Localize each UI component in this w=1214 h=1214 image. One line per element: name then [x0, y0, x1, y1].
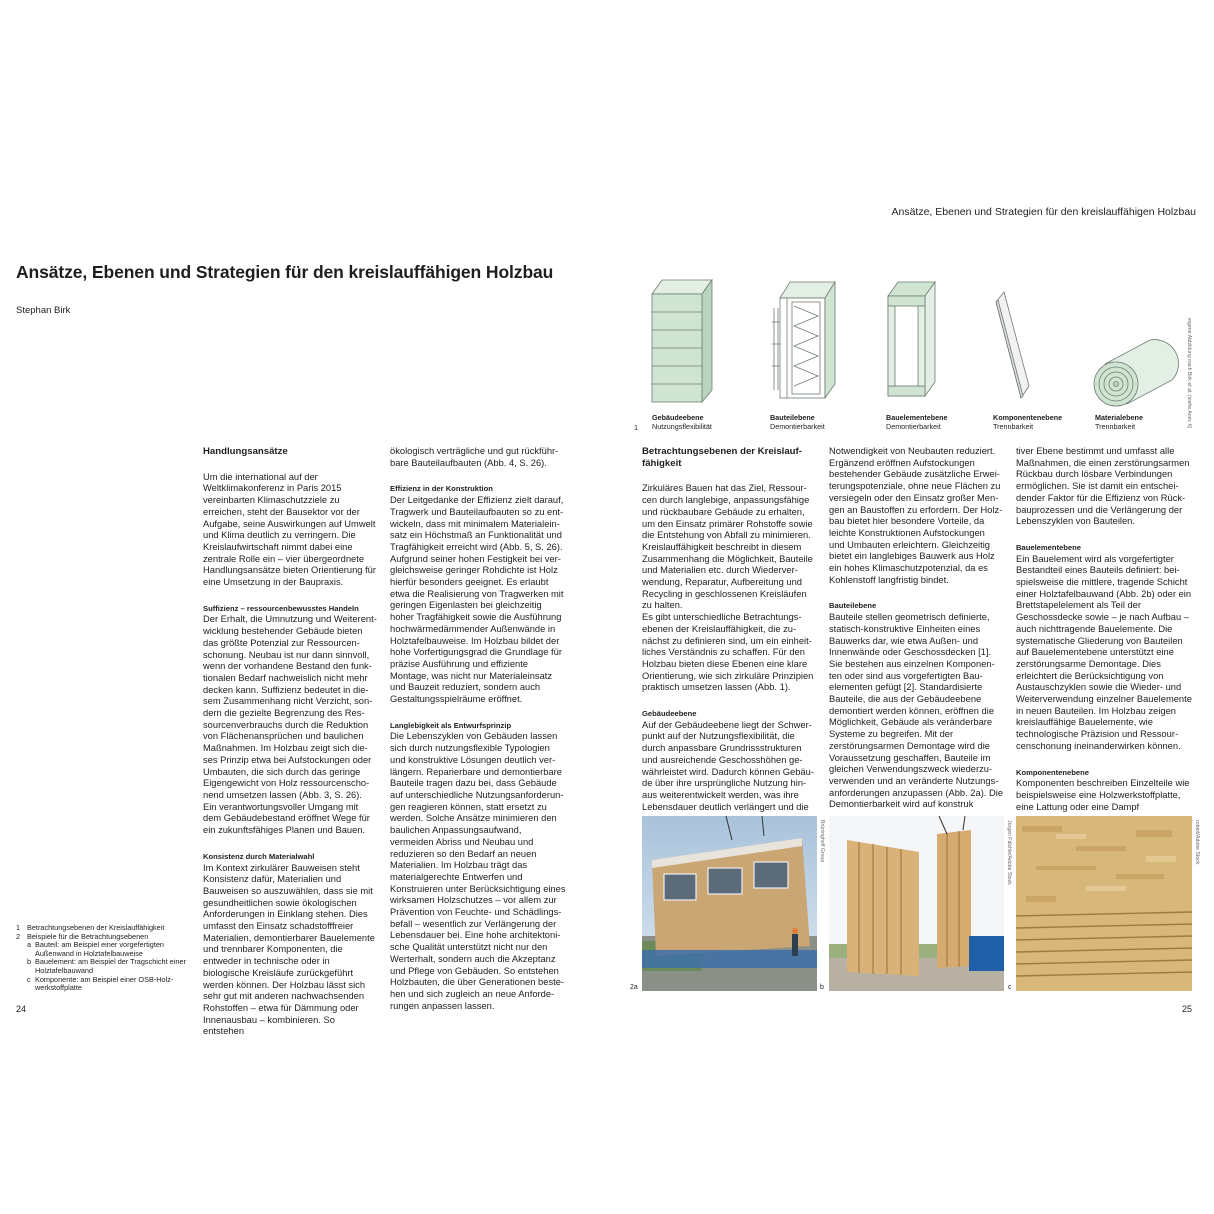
figure-1-levels-diagram: [640, 272, 1200, 412]
section-heading: Handlungsansätze: [203, 446, 288, 457]
subheading: Effizienz in der Konstruktion: [390, 484, 493, 494]
photo-credit-b: Jürgen Fälchle/Adobe Stock: [1006, 820, 1012, 885]
photo-label-a: 2a: [630, 984, 638, 991]
subheading: Suffizienz – ressourcenbewusstes Handeln: [203, 603, 359, 613]
component-level-drawing: [772, 282, 835, 398]
level-subtitle: Nutzungsflexibilität: [652, 421, 712, 431]
caption-2b: [16, 958, 194, 975]
paragraph: Die Lebenszyklen von Gebäuden lassen sich durch nutzungsflexible Typologien und konstruktive Lösungen deutlich verlängern. Reparierbare und demontierbare Bauteile tragen dazu bei, dass Gebäude auf unterschiedliche Nutzungsanforderungen reagieren können, statt ersetzt zu werden. Solche Ansätze minimieren den baulichen Anpassungsaufwand, vermeiden Abriss und Neubau und reduzieren so den Bedarf an neuen Materialien. Im Holzbau trägt das materialgerechte Entwerfen und Konstruieren unter Berücksichtigung eines wirksamen Holzschutzes – vor allem zur Prävention von Feuchte- und Schädlingsbefall – wesentlich zur Verlängerung der Lebensdauer bei. Eine hohe architektonische Qualität unterstützt nicht nur den Werterhalt, sondern auch die Akzeptanz und Pflege von Gebäuden. So entstehen Holzbauten, die über Generationen bestehen und sich zugleich an neue Anforderungen anpassen lassen.: [390, 731, 566, 1011]
section-heading: Betrachtungsebenen der Kreislauffähigkeit: [642, 446, 802, 469]
figure-1-credit: eigene Abbildung nach Birk et al. (siehe Anm. 6): [1186, 318, 1192, 429]
level-title: Komponentenebene: [993, 413, 1063, 422]
paragraph: Bauteile stellen geometrisch definierte, statisch-konstruktive Einheiten eines Bauwerks dar, wie etwa Außen- und Innenwände oder Geschossdecken [1]. Sie bestehen aus einzelnen Komponenten oder sind aus vorgefertigten Bauelementen gefügt [2]. Standardisierte Bauteile, die aus der Gebäudeebene demontiert werden können, eröffnen die Möglichkeit, Gebäude als veränderbare Systeme zu begreifen. Mit der zerstörungsarmen Demontage wird die Voraussetzung geschaffen, Bauteile im gleichen Verwendungszweck wiederzuverwenden und an veränderte Nutzungsanforderungen anzupassen (Abb. 2a). Die Demontierbarkeit wird auf konstruk: [829, 612, 1004, 810]
paragraph: Zirkuläres Bauen hat das Ziel, Ressourcen durch langlebige, anpassungsfähige und rückbaubare Gebäude zu erhalten, um den Einsatz primärer Rohstoffe sowie die Entstehung von Abfall zu minimieren. Kreislauffähigkeit beschreibt in diesem Zusammenhang die Möglichkeit, Bauteile und Materialien etc. durch Wiederverwendung, Reparatur, Aufbereitung und Recycling in geschlossenen Kreisläufen zu halten.: [642, 483, 813, 611]
figure-number: 1: [634, 423, 638, 432]
photo-label-c: c: [1008, 984, 1012, 991]
part-level-drawing: [996, 292, 1029, 398]
level-title: Bauteilebene: [770, 413, 815, 422]
caption-text: Betrachtungsebenen der Kreislauffähigkeit: [27, 923, 165, 932]
level-label-material: [1095, 414, 1214, 431]
paragraph: Komponenten beschreiben Einzelteile wie beispielsweise eine Holzwerkstoffplatte, eine Lattung oder eine Dampf: [1016, 778, 1190, 812]
level-label-element: [886, 414, 1006, 431]
paragraph: Notwendigkeit von Neubauten reduziert. Ergänzend eröffnen Aufstockungen bestehender Gebäude zusätzliche Erweiterungspotenziale, ohne neue Flächen zu versiegeln oder den Einsatz großer Mengen an Baustoffen zu erfordern. Der Holzbau bietet hier besondere Vorteile, da leichte Konstruktionen Aufstockungen und Umbauten erleichtern. Gleichzeitig bietet ein langlebiges Bauwerk aus Holz ein hohes Klimaschutzpotenzial, da es Kohlenstoff langfristig bindet.: [829, 446, 1003, 585]
paragraph: Es gibt unterschiedliche Betrachtungsebenen der Kreislauffähigkeit, die zunächst zu definieren sind, um ein einheitliches Verständnis zu schaffen. Für den Holzbau bieten diese Ebenen eine klare Orientierung, wie sich zirkuläre Prinzipien praktisch umsetzen lassen (Abb. 1).: [642, 612, 814, 693]
subheading: Konsistenz durch Materialwahl: [203, 851, 315, 861]
paragraph: ökologisch verträgliche und gut rückführbare Bauteilaufbauten (Abb. 4, S. 26).: [390, 446, 559, 468]
page-number-left: 24: [16, 1004, 27, 1014]
figure-captions: [16, 924, 194, 993]
paragraph: Im Kontext zirkulärer Bauweisen steht Konsistenz dafür, Materialien und Bauweisen so auszuwählen, dass sie mit gesundheitlichen sowie ökologischen Anforderungen in Einklang stehen. Dies umfasst den Einsatz schadstofffreier Materialien, demontierbarer Bauelemente und trennbarer Komponenten, die entweder in technische oder in biologische Kreisläufe zurückgeführt werden können. Der Holzbau lässt sich sehr gut mit anderen nachwachsenden Rohstoffen – etwa für Dämmung oder Innenausbau – kombinieren. So entstehen: [203, 862, 375, 1037]
photo-timber-frame: [829, 816, 1004, 991]
paragraph: tiver Ebene bestimmt und umfasst alle Maßnahmen, die einen zerstörungsarmen Rückbau durch lösbare Verbindungen ermöglichen. Sie ist damit ein entscheidender Faktor für die Effizienz von Rückbauprozessen und die Verlängerung der Lebenszyklen von Bauteilen.: [1016, 446, 1190, 527]
caption-letter: a: [27, 940, 32, 950]
level-label-building: [652, 414, 772, 431]
level-subtitle: Demontierbarkeit: [886, 421, 941, 431]
paragraph: Ein Bauelement wird als vorgefertigter Bestandteil eines Bauteils definiert: beispielsweise die mittlere, tragende Schicht einer Holztafelbauwand (Abb. 2b) oder ein Brettstapelelement als Teil der Geschossdecke sowie – je nach Aufbau – auch nichttragende Bauelemente. Die systematische Gliederung von Bauteilen auf Bauelementebene unterstützt eine zerstörungsarme Demontage. Dies erleichtert die Berücksichtigung von Austauschzyklen sowie die Wieder- und Weiterverwendung einzelner Bauelemente in neuen Bauteilen. Im Holzbau zeigen kreislauffähige Bauelemente, wie technologische Präzision und Ressourcenschonung ineinanderwirken können.: [1016, 553, 1192, 751]
column-2: [390, 446, 566, 1012]
caption-letter: b: [27, 957, 32, 967]
caption-letter: c: [27, 974, 31, 984]
level-title: Materialebene: [1095, 413, 1143, 422]
paragraph: Der Leitgedanke der Effizienz zielt darauf, Tragwerk und Bauteilaufbauten so zu entwickeln, dass mit minimalem Materialeinsatz ein Höchstmaß an Funktionalität und Tragfähigkeit erreicht wird (Abb. 5, S. 26). Aufgrund seiner hohen Festigkeit bei vergleichsweise geringer Rohdichte ist Holz hierfür besonders geeignet. Es erlaubt etwa die Realisierung von Tragwerken mit geringen Eigenlasten bei gleichzeitig hoher Tragfähigkeit sowie die Ausführung hochwärmedämmender Außenwände in Holztafelbauweise. Im Holzbau bildet der hohe Vorfertigungsgrad die Grundlage für präzise Ausführung und effiziente Montage, was nicht nur Materialeinsatz und Bauzeit reduziert, sondern auch Gestaltungsspielräume eröffnet.: [390, 495, 564, 705]
level-title: Gebäudeebene: [652, 413, 704, 422]
caption-number: 2: [16, 931, 21, 941]
photo-prefab-wall: [642, 816, 817, 991]
column-4: [829, 446, 1003, 811]
subheading: Bauteilebene: [829, 601, 877, 611]
paragraph: Der Erhalt, die Umnutzung und Weiterentwicklung bestehender Gebäude bieten das größte Potenzial zur Ressourcenschonung. Neubau ist nur dann sinnvoll, wenn der vorhandene Bestand den funktionalen Bedarf nachweislich nicht mehr decken kann. Suffizienz bedeutet in diesem Zusammenhang nicht Verzicht, sondern die gezielte Begrenzung des Ressourcenverbrauchs durch die Reduktion von Flächenansprüchen und baulichen Maßnahmen. Im Holzbau zeigt sich dieses Prinzip etwa bei Aufstockungen oder Umbauten, die sich durch das geringe Eigengewicht von Holz ressourcenschonend umsetzen lassen (Abb. 3, S. 26). Ein verantwortungsvoller Umgang mit dem Gebäudebestand eröffnet Wege für ein zukunftsfähiges Planen und Bauen.: [203, 614, 377, 836]
level-subtitle: Demontierbarkeit: [770, 421, 825, 431]
caption-number: 1: [16, 923, 21, 932]
page-number-right: 25: [1181, 1004, 1192, 1014]
level-label-component: [770, 414, 890, 431]
caption-text: Bauelement: am Beispiel der Tragschicht einer Holztafelbauwand: [35, 957, 186, 975]
page-title: Ansätze, Ebenen und Strategien für den kreislauffähigen Holzbau: [16, 262, 554, 282]
photo-label-b: b: [820, 984, 824, 991]
caption-2c: [16, 976, 194, 993]
author: Stephan Birk: [16, 305, 71, 316]
caption-text: Bauteil: am Beispiel einer vorgefertigten Außenwand in Holztafelbauweise: [35, 940, 164, 958]
subheading: Bauelementebene: [1016, 542, 1081, 552]
subheading: Komponentenebene: [1016, 767, 1089, 777]
material-level-drawing: [1094, 340, 1179, 406]
level-title: Bauelementebene: [886, 413, 948, 422]
paragraph: Um die international auf der Weltklimakonferenz in Paris 2015 vereinbarten Klimaschutzziele zu erreichen, steht der Bausektor vor der Aufgabe, seine Auswirkungen auf Umwelt und Klima deutlich zu verringern. Die Kreislaufwirtschaft nimmt dabei eine zentrale Rolle ein – vier übergeordnete Handlungsansätze bieten Orientierung für eine Umsetzung in der Baupraxis.: [203, 471, 376, 588]
caption-text: Komponente: am Beispiel einer OSB-Holzwerkstoffplatte: [35, 974, 174, 993]
paragraph: Auf der Gebäudeebene liegt der Schwerpunkt auf der Nutzungsflexibilität, die durch anpassbare Grundrissstrukturen und ausreichende Geschosshöhen gewährleistet wird. Dadurch können Gebäude über ihre ursprüngliche Nutzung hinaus weiterentwickelt werden, was ihre Lebensdauer deutlich verlängert und die: [642, 719, 814, 812]
level-subtitle: Trennbarkeit: [1095, 421, 1136, 431]
subheading: Gebäudeebene: [642, 709, 697, 719]
column-1: [203, 446, 378, 1038]
photo-credit-c: robert/Adobe Stock: [1194, 820, 1200, 865]
building-level-drawing: [652, 280, 712, 402]
column-5: [1016, 446, 1192, 813]
element-level-drawing: [888, 282, 935, 396]
caption-2a: [16, 941, 194, 958]
running-head: Ansätze, Ebenen und Strategien für den kreislauffähigen Holzbau: [891, 206, 1196, 218]
subheading: Langlebigkeit als Entwurfsprinzip: [390, 720, 512, 730]
column-3: [642, 446, 818, 813]
photo-osb-stack: [1016, 816, 1192, 991]
level-subtitle: Trennbarkeit: [993, 421, 1034, 431]
caption-text: Beispiele für die Betrachtungsebenen: [27, 931, 149, 941]
photo-credit-a: Brüninghoff Group: [819, 820, 825, 863]
